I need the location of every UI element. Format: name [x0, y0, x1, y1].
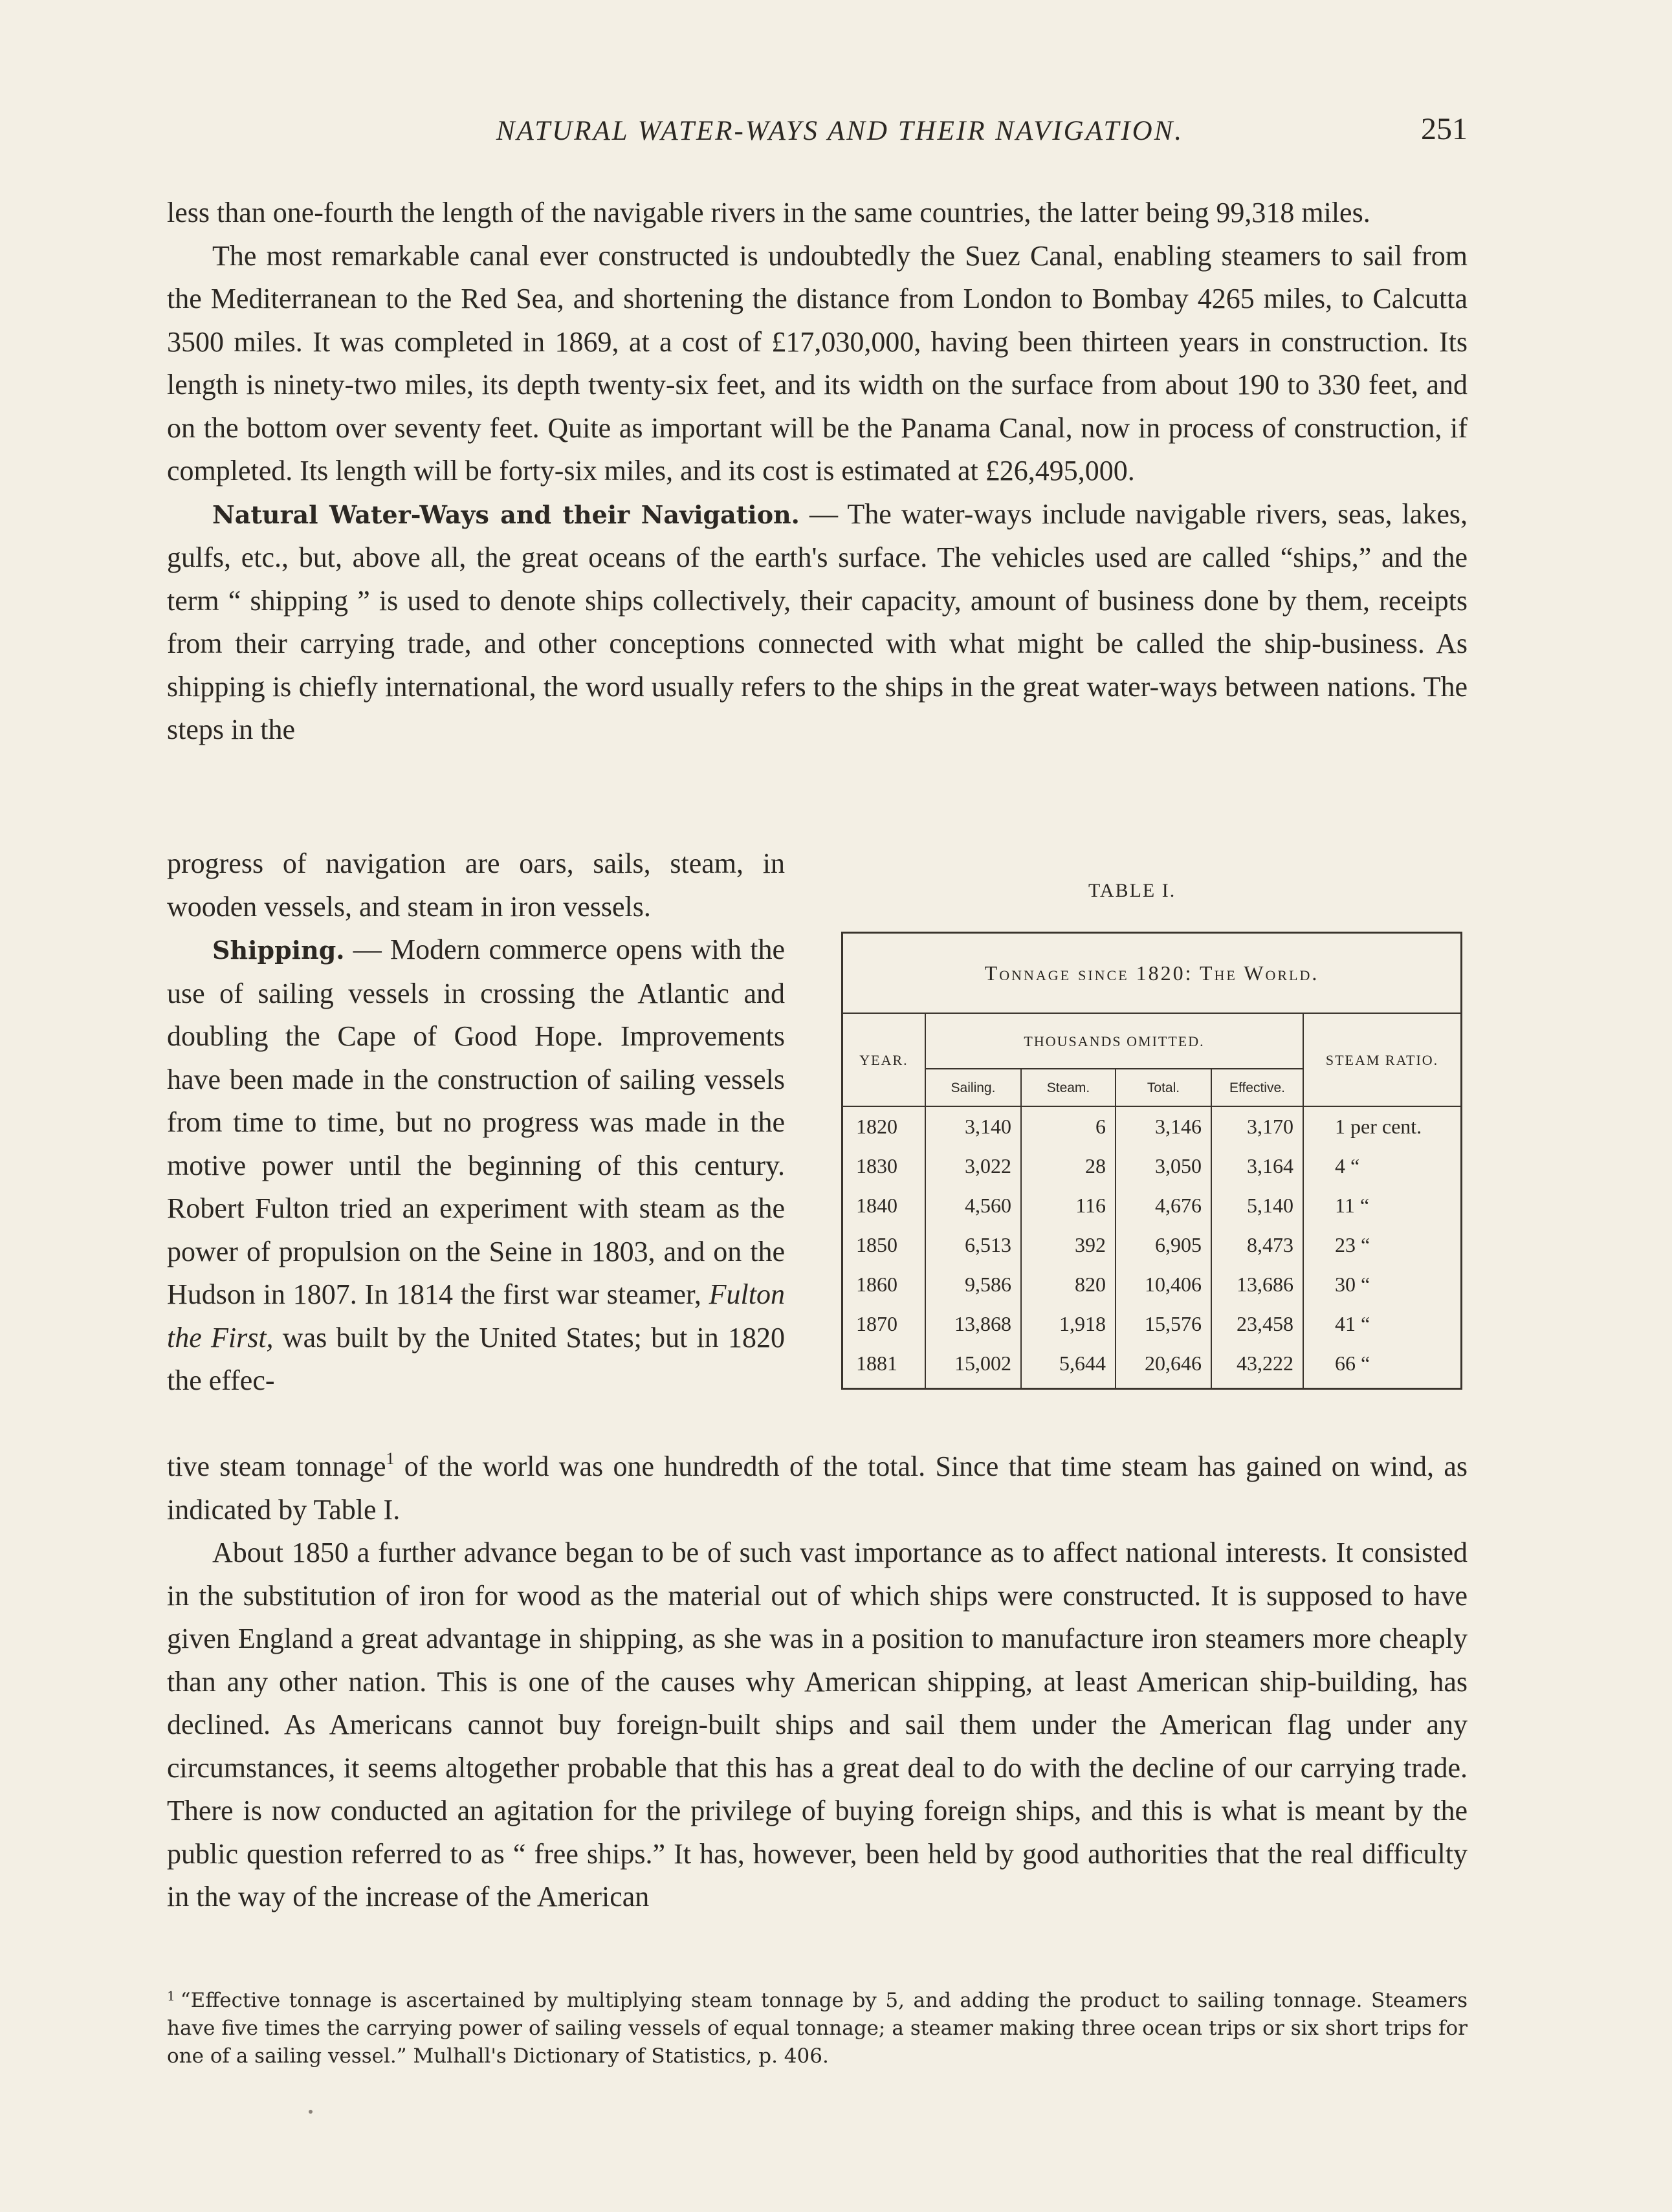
effective-cell: 8,473 [1247, 1233, 1293, 1256]
footnote-mark: 1 [167, 1988, 175, 2004]
steam-cell: 116 [1075, 1194, 1106, 1217]
total-cell: 6,905 [1155, 1233, 1202, 1256]
steam-cell: 820 [1075, 1273, 1106, 1296]
steam-header: Steam. [1022, 1069, 1116, 1107]
tonnage-table [841, 932, 1462, 1390]
text-block-left-column [167, 842, 785, 1403]
total-cell: 20,646 [1145, 1352, 1202, 1375]
table-row [843, 1225, 1460, 1265]
sailing-cell: 15,002 [954, 1352, 1011, 1375]
table-body [843, 1107, 1460, 1383]
steam-cell: 28 [1085, 1154, 1106, 1177]
paragraph-water-ways [167, 493, 1468, 752]
footnote-text: “Effective tonnage is ascertained by multiplying steam tonnage by 5, and adding the product to sailing tonnage. Steamers have five times the carrying power of sailing vessels of equal tonnage; a steamer making three ocean trips or six short trips for one of a sailing vessel.” [167, 1989, 1468, 2068]
effective-cell: 13,686 [1237, 1273, 1293, 1296]
section-heading-water-ways: Natural Water-Ways and their Navigation. [212, 499, 800, 529]
paragraph-suez-canal: The most remarkable canal ever constructed is undoubtedly the Suez Canal, enabling steamers to sail from the Mediterranean to the Red Sea, and shortening the distance from London to Bombay 4265 miles, to Calcutta 3500 miles. It was completed in 1869, at a cost of £17,030,000, having been thirteen years in construction. Its length is ninety-two miles, its depth twenty-six feet, and its width on the surface from about 190 to 330 feet, and on the bottom over seventy feet. Quite as important will be the Panama Canal, now in process of construction, if completed. Its length will be forty-six miles, and its cost is estimated at £26,495,000. [167, 239, 1468, 487]
steam-cell: 392 [1075, 1233, 1106, 1256]
effective-cell: 5,140 [1247, 1194, 1293, 1217]
steam-ratio-header: STEAM RATIO. [1304, 1014, 1460, 1107]
table-row [843, 1344, 1460, 1383]
year-cell: 1850 [856, 1233, 897, 1256]
footnote-source: Mulhall's Dictionary of Statistics, p. 406. [413, 2044, 829, 2068]
paragraph-steam-tonnage [167, 1445, 1468, 1531]
footnote-reference[interactable]: 1 [386, 1449, 395, 1468]
ratio-cell: 30 “ [1335, 1273, 1370, 1296]
text-block-top [167, 192, 1468, 752]
running-title: NATURAL WATER-WAYS AND THEIR NAVIGATION. [496, 116, 1184, 146]
year-column-header: YEAR. [843, 1014, 926, 1107]
total-header: Total. [1116, 1069, 1212, 1107]
total-cell: 3,146 [1155, 1115, 1202, 1138]
year-cell: 1870 [856, 1312, 897, 1335]
effective-cell: 43,222 [1237, 1352, 1293, 1375]
ship-name: Fulton the First, [167, 1278, 785, 1353]
sailing-cell: 3,022 [965, 1154, 1011, 1177]
paragraph-iron-ships: About 1850 a further advance began to be of such vast importance as to affect national interests. It consisted in the substitution of iron for wood as the material out of which ships were constructed. It is supposed to have given England a great advantage in shipping, as she was in a position to manufacture iron steamers more cheaply than any other nation. This is one of the causes why American shipping, at least American ship-building, has declined. As Americans cannot buy foreign-built ships and sail them under the American flag under any circumstances, it seems altogether probable that this has a great deal to do with the decline of our carrying trade. There is now conducted an agitation for the privilege of buying foreign ships, and this is what is meant by the public question referred to as “ free ships.” It has, however, been held by good authorities that the real difficulty in the way of the increase of the American [167, 1537, 1468, 1912]
ratio-cell: 41 “ [1335, 1312, 1370, 1335]
total-cell: 3,050 [1155, 1154, 1202, 1177]
paragraph-water-ways-text: — The water-ways include navigable rivers, seas, lakes, gulfs, etc., but, above all, the great oceans of the earth's surface. The vehicles used are called “ships,” and the term “ shipping ” is used to denote ships collectively, their capacity, amount of business done by them, receipts from their carrying trade, and other conceptions connected with what might be called the ship-business. As shipping is chiefly international, the word usually refers to the ships in the great water-ways between nations. The steps in the [167, 498, 1468, 745]
paragraph-steam-tonnage-text-b: of the world was one hundredth of the total. Since that time steam has gained on wind, as indicated by Table I. [167, 1451, 1468, 1526]
sailing-cell: 4,560 [965, 1194, 1011, 1217]
ratio-cell: 1 per cent. [1335, 1115, 1422, 1138]
text-block-bottom [167, 1445, 1468, 1919]
section-heading-shipping: Shipping. [212, 936, 345, 965]
table-title: Tonnage since 1820: The World. [843, 934, 1460, 1014]
table-row [843, 1146, 1460, 1186]
footnote [167, 1982, 1468, 2070]
paragraph-steam-tonnage-text-a: tive steam tonnage [167, 1451, 386, 1482]
table-caption: TABLE I. [1088, 880, 1176, 901]
effective-header: Effective. [1212, 1069, 1304, 1107]
year-cell: 1840 [856, 1194, 897, 1217]
paragraph-continued: less than one-fourth the length of the navigable rivers in the same countries, the latter being 99,318 miles. [167, 197, 1370, 228]
table-row [843, 1304, 1460, 1344]
table-row [843, 1265, 1460, 1304]
ratio-cell: 11 “ [1335, 1194, 1370, 1217]
paragraph-shipping-text-b: was built by the United States; but in 1820 the effec- [167, 1321, 786, 1396]
ink-speck [309, 2110, 313, 2114]
total-cell: 4,676 [1155, 1194, 1202, 1217]
year-cell: 1820 [856, 1115, 897, 1138]
thousands-omitted-header: THOUSANDS OMITTED. [926, 1014, 1304, 1069]
running-head [167, 112, 1468, 154]
effective-cell: 3,170 [1247, 1115, 1293, 1138]
steam-cell: 5,644 [1059, 1352, 1106, 1375]
ratio-cell: 23 “ [1335, 1233, 1370, 1256]
sailing-header: Sailing. [926, 1069, 1022, 1107]
year-cell: 1830 [856, 1154, 897, 1177]
steam-cell: 1,918 [1059, 1312, 1106, 1335]
sailing-cell: 3,140 [965, 1115, 1011, 1138]
sailing-cell: 13,868 [954, 1312, 1011, 1335]
effective-cell: 3,164 [1247, 1154, 1293, 1177]
paragraph-shipping [167, 928, 785, 1403]
steam-cell: 6 [1095, 1115, 1106, 1138]
table-row [843, 1186, 1460, 1225]
year-cell: 1860 [856, 1273, 897, 1296]
paragraph-navigation-steps: progress of navigation are oars, sails, steam, in wooden vessels, and steam in iron vessels. [167, 848, 785, 923]
total-cell: 15,576 [1145, 1312, 1202, 1335]
sailing-cell: 9,586 [965, 1273, 1011, 1296]
effective-cell: 23,458 [1237, 1312, 1293, 1335]
ratio-cell: 4 “ [1335, 1154, 1360, 1177]
year-cell: 1881 [856, 1352, 897, 1375]
table-row [843, 1107, 1460, 1146]
page-number: 251 [1421, 112, 1468, 146]
sailing-cell: 6,513 [965, 1233, 1011, 1256]
paragraph-shipping-text-a: — Modern commerce opens with the use of sailing vessels in crossing the Atlantic and doubling the Cape of Good Hope. Improvements have been made in the construction of sailing vessels from time to time, but no progress was made in the motive power until the beginning of this century. Robert Fulton tried an experiment with steam as the power of propulsion on the Seine in 1803, and on the Hudson in 1807. In 1814 the first war steamer, [167, 934, 785, 1310]
total-cell: 10,406 [1145, 1273, 1202, 1296]
ratio-cell: 66 “ [1335, 1352, 1370, 1375]
